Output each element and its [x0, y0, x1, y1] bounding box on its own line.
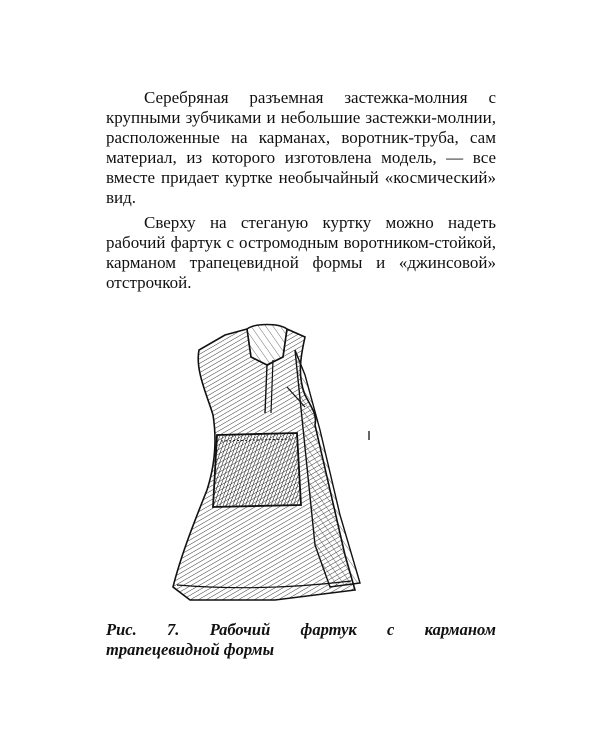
caption-line-2: трапецевидной формы: [106, 640, 275, 659]
caption-line-1: [106, 620, 496, 640]
caption-word-6: карманом: [424, 620, 496, 639]
paragraph-1: Серебряная разъемная застежка-молния с крупными зубчиками и небольшие застежки-молнии, расположенные на карманах, воротник-труба, сам материал, из которого изготовлена модель, — все вместе придает куртке необычайный «космический» вид.: [106, 88, 496, 207]
caption-word-5: с: [387, 620, 395, 639]
caption-word-1: Рис.: [106, 620, 137, 639]
caption-word-4: фартук: [300, 620, 357, 639]
figure-caption: [106, 620, 496, 660]
apron-illustration: [155, 315, 390, 605]
paragraph-2: Сверху на стеганую куртку можно надеть рабочий фартук с остромодным воротником-стойкой, карманом трапецевидной формы и «джинсовой» отстрочкой.: [106, 213, 496, 292]
caption-word-3: Рабочий: [209, 620, 271, 639]
body-text: [106, 88, 496, 298]
stray-mark: [368, 431, 370, 440]
caption-word-2: 7.: [167, 620, 180, 639]
apron-pocket: [213, 433, 301, 507]
